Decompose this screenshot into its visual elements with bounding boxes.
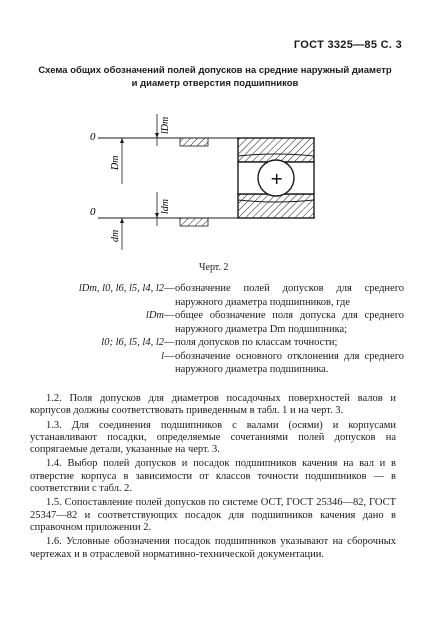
tolerance-field-ldm-inner — [180, 218, 208, 226]
legend-dash: — — [164, 283, 175, 294]
body-text — [30, 393, 396, 563]
figure-title — [30, 64, 400, 90]
legend — [24, 282, 404, 377]
paragraph-1-3: 1.3. Для соединения подшипников с валами (осями) и корпусами устанавливают посадки, определяемые сочетаниями полей допусков на сопрягаемые детали, указанные на черт. 3. — [30, 419, 396, 456]
legend-symbol: lDm — [145, 310, 164, 321]
bearing-section — [238, 138, 314, 218]
legend-dash: — — [164, 337, 175, 348]
page-header: ГОСТ 3325—85 С. 3 — [293, 39, 402, 51]
paragraph-1-6: 1.6. Условные обозначения посадок подшипников указывают на сборочных чертежах и в отраслевой нормативно-технической документации. — [30, 536, 396, 560]
legend-text: обозначение основного отклонения для среднего наружного диаметра подшипника. — [175, 350, 404, 375]
zero-label-top: 0 — [90, 131, 96, 143]
legend-row — [24, 336, 404, 350]
paragraph-1-5: 1.5. Сопоставление полей допусков по системе ОСТ, ГОСТ 25346—82, ГОСТ 25347—82 и соответствующих посадок для подшипников качения дано в справочном приложении 2. — [30, 497, 396, 533]
figure-title-line-2: и диаметр отверстия подшипников — [131, 78, 299, 89]
bearing-tolerance-diagram — [80, 100, 330, 250]
legend-text: обозначение полей допусков для среднего наружного диаметра подшипников, где — [175, 283, 404, 308]
figure-title-line-1: Схема общих обозначений полей допусков на средние наружный диаметр — [38, 65, 392, 76]
legend-dash: — — [164, 310, 175, 321]
legend-symbol: lDm, l0, l6, l5, l4, l2 — [78, 283, 164, 294]
tolerance-field-ldm-outer — [180, 138, 208, 146]
figure-caption: Черт. 2 — [199, 262, 229, 273]
dim-label-ldm-inner: ldm — [160, 199, 171, 214]
legend-row — [24, 350, 404, 377]
zero-label-bottom: 0 — [90, 206, 96, 218]
legend-text: общее обозначение поля допуска для среднего наружного диаметра Dm подшипника; — [175, 310, 404, 335]
dim-label-ldm-outer: lDm — [160, 116, 171, 134]
legend-symbol: l — [161, 350, 164, 362]
paragraph-1-2: 1.2. Поля допусков для диаметров посадочных поверхностей валов и корпусов должны соответствовать приведенным в табл. 1 и на черт. 3. — [30, 393, 396, 417]
paragraph-1-4: 1.4. Выбор полей допусков и посадок подшипников качения на вал и в отверстие корпуса в зависимости от классов точности подшипников — в соответствии с табл. 2. — [30, 458, 396, 495]
legend-symbol: l0; l6, l5, l4, l2 — [101, 337, 164, 348]
legend-row — [24, 282, 404, 309]
legend-dash: — — [164, 350, 175, 362]
dim-label-dm-outer: Dm — [110, 155, 121, 170]
dim-label-dm-inner: dm — [110, 229, 121, 242]
legend-text: поля допусков по классам точности; — [175, 337, 338, 348]
legend-row — [24, 309, 404, 336]
ball-center-mark: + — [270, 169, 284, 188]
